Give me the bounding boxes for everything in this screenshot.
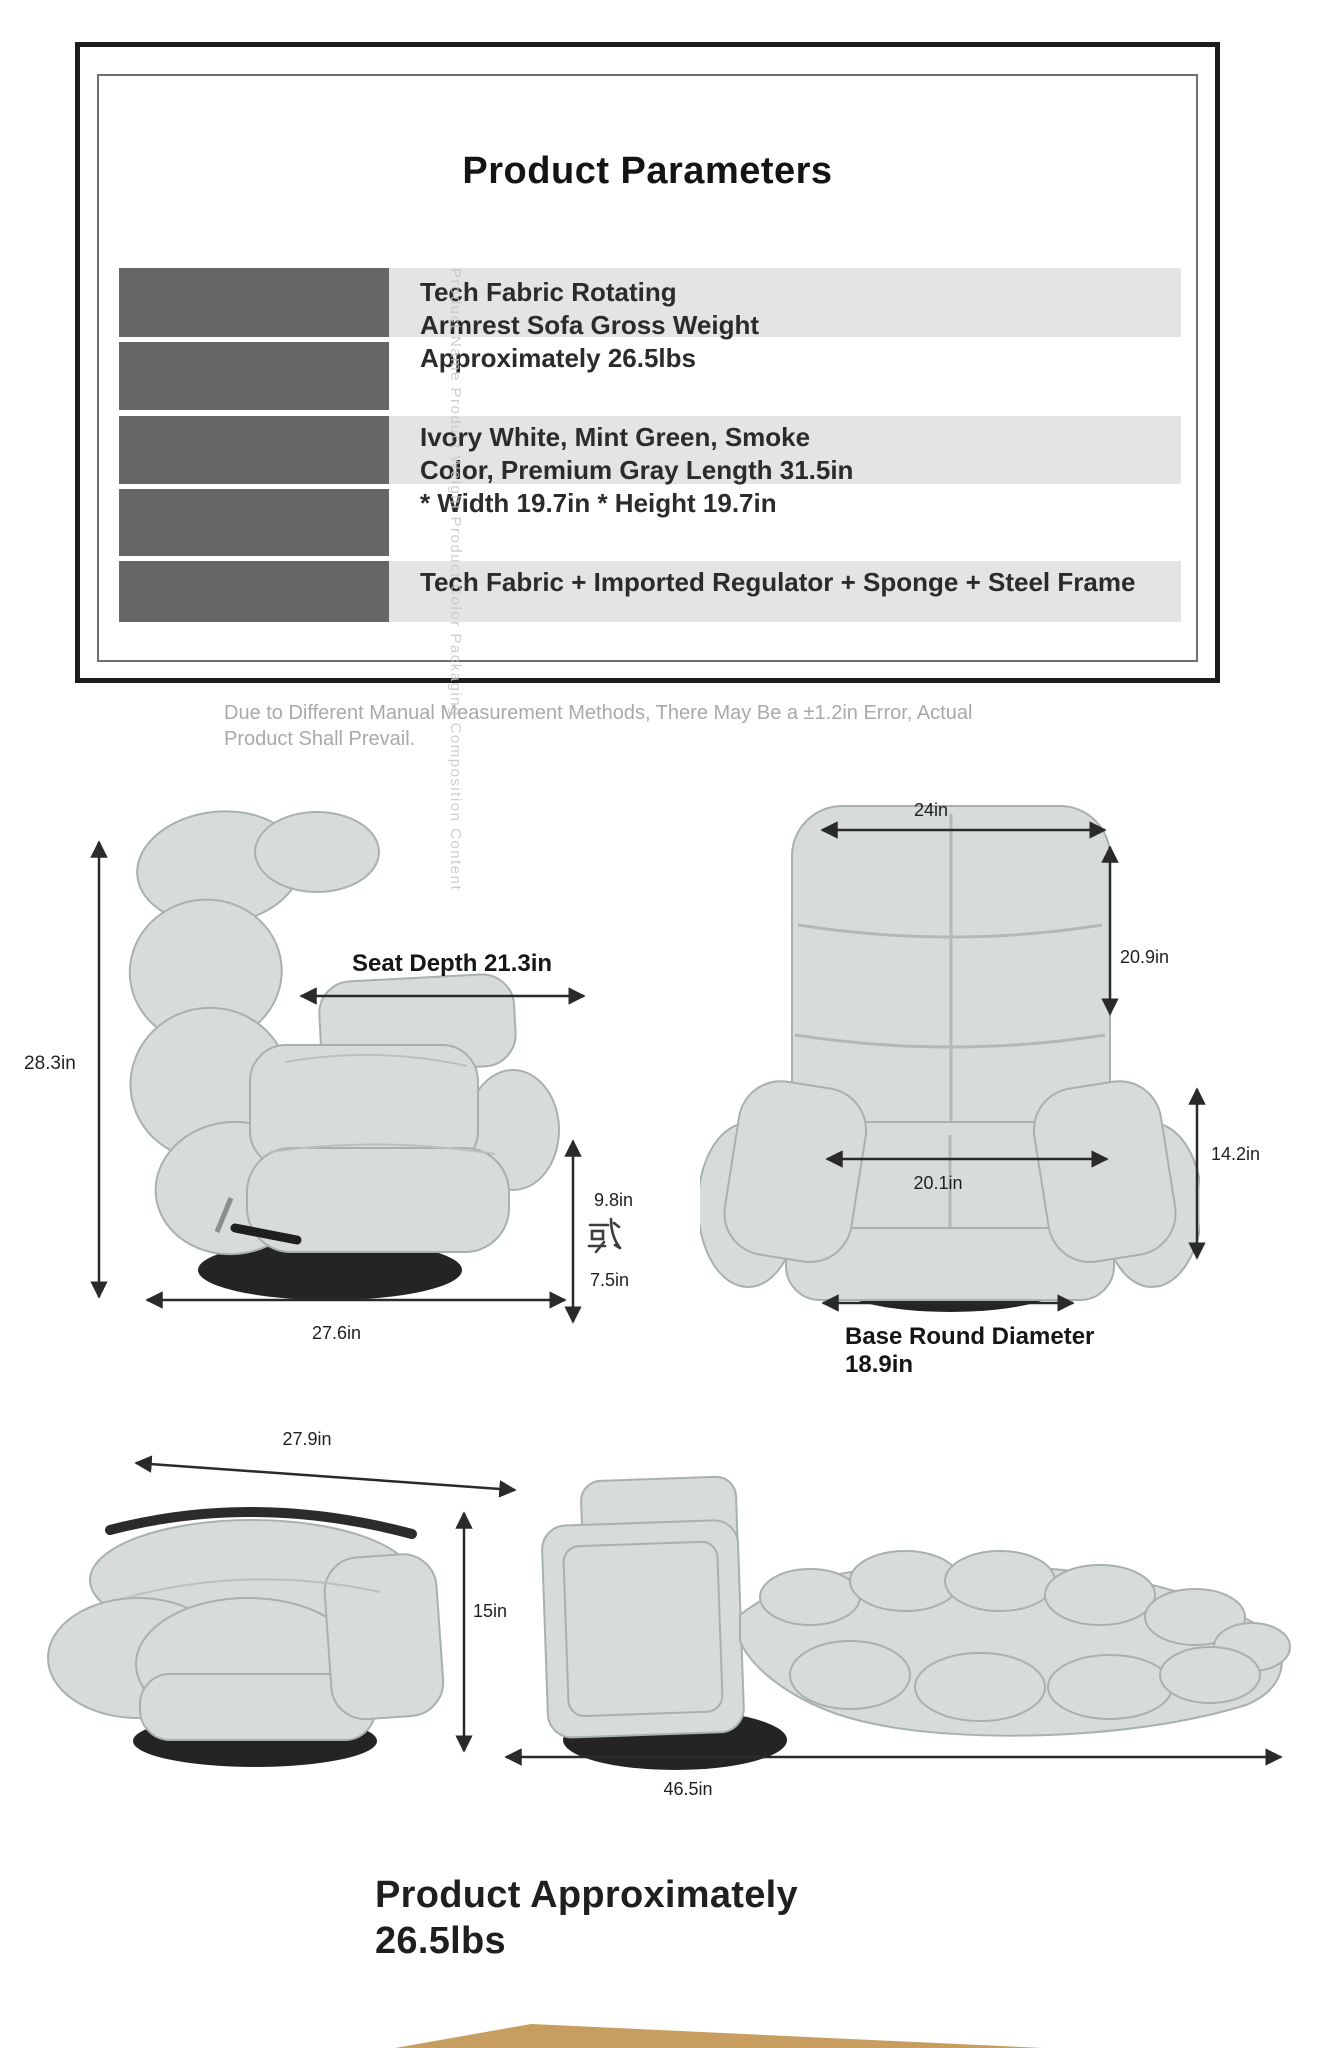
param-label-block-1: [119, 268, 389, 337]
chair-body: [103, 803, 559, 1263]
param-line: * Width 19.7in * Height 19.7in: [420, 488, 777, 518]
dim-label-seat-height: 9.8in: [594, 1190, 634, 1210]
param-label-block-5: [119, 561, 389, 622]
dim-label-seat-width: 20.1in: [913, 1173, 963, 1193]
dim-label-base-height: 7.5in: [590, 1270, 630, 1290]
base-diameter-caption: Base Round Diameter: [845, 1323, 1095, 1350]
weight-heading-line: 26.5lbs: [375, 1920, 506, 1963]
chair-body: [541, 1476, 1290, 1738]
base-diameter-value: 18.9in: [845, 1351, 914, 1378]
disclaimer-line: Due to Different Manual Measurement Methods, There May Be a ±1.2in Error, Actual: [224, 702, 973, 724]
disclaimer-line: Product Shall Prevail.: [224, 728, 416, 750]
chair-body: [48, 1520, 445, 1740]
folded-view-illustration: [40, 1478, 470, 1773]
param-text-weight: [420, 276, 759, 375]
param-line: Armrest Sofa Gross Weight: [420, 310, 760, 340]
dim-label-seat-depth: Seat Depth 21.3in: [352, 950, 553, 977]
dim-label-folded-width: 27.9in: [282, 1429, 332, 1449]
or-character-glyph: [585, 1216, 625, 1256]
measurement-disclaimer: [224, 700, 972, 752]
dim-label-flat-length: 46.5in: [663, 1779, 713, 1799]
param-line: Tech Fabric + Imported Regulator + Sponge + Steel Frame: [420, 567, 1136, 597]
front-view-illustration: [700, 790, 1200, 1325]
param-line: Approximately 26.5lbs: [420, 343, 696, 373]
param-line: Ivory White, Mint Green, Smoke: [420, 422, 811, 452]
page-title: Product Parameters: [462, 150, 833, 192]
param-text-color-size: [420, 421, 853, 520]
param-label-block-4: [119, 489, 389, 556]
dim-label-back-height: 20.9in: [1120, 947, 1170, 967]
param-line: Tech Fabric Rotating: [420, 277, 677, 307]
vertical-watermark-text: Product Name Product Weight Product Color Packaging Composition Content: [447, 268, 464, 892]
dim-label-overall-width: 27.6in: [311, 1323, 362, 1343]
dim-label-back-width: 24in: [913, 800, 949, 820]
param-label-block-3: [119, 416, 389, 484]
product-weight-heading: [375, 1872, 798, 1965]
side-view-illustration: [85, 800, 565, 1305]
weight-heading-line: Product Approximately: [375, 1874, 798, 1916]
dim-label-arm-height: 14.2in: [1211, 1144, 1261, 1164]
param-label-block-2: [119, 342, 389, 410]
chair-body: [700, 806, 1200, 1300]
gold-banner-shape: [395, 2024, 1043, 2048]
param-text-materials: [420, 566, 1135, 599]
flat-view-illustration: [490, 1465, 1310, 1785]
dim-label-overall-height: 28.3in: [24, 1053, 76, 1074]
dim-label-folded-height: 15in: [473, 1601, 508, 1621]
param-line: Color, Premium Gray Length 31.5in: [420, 455, 854, 485]
